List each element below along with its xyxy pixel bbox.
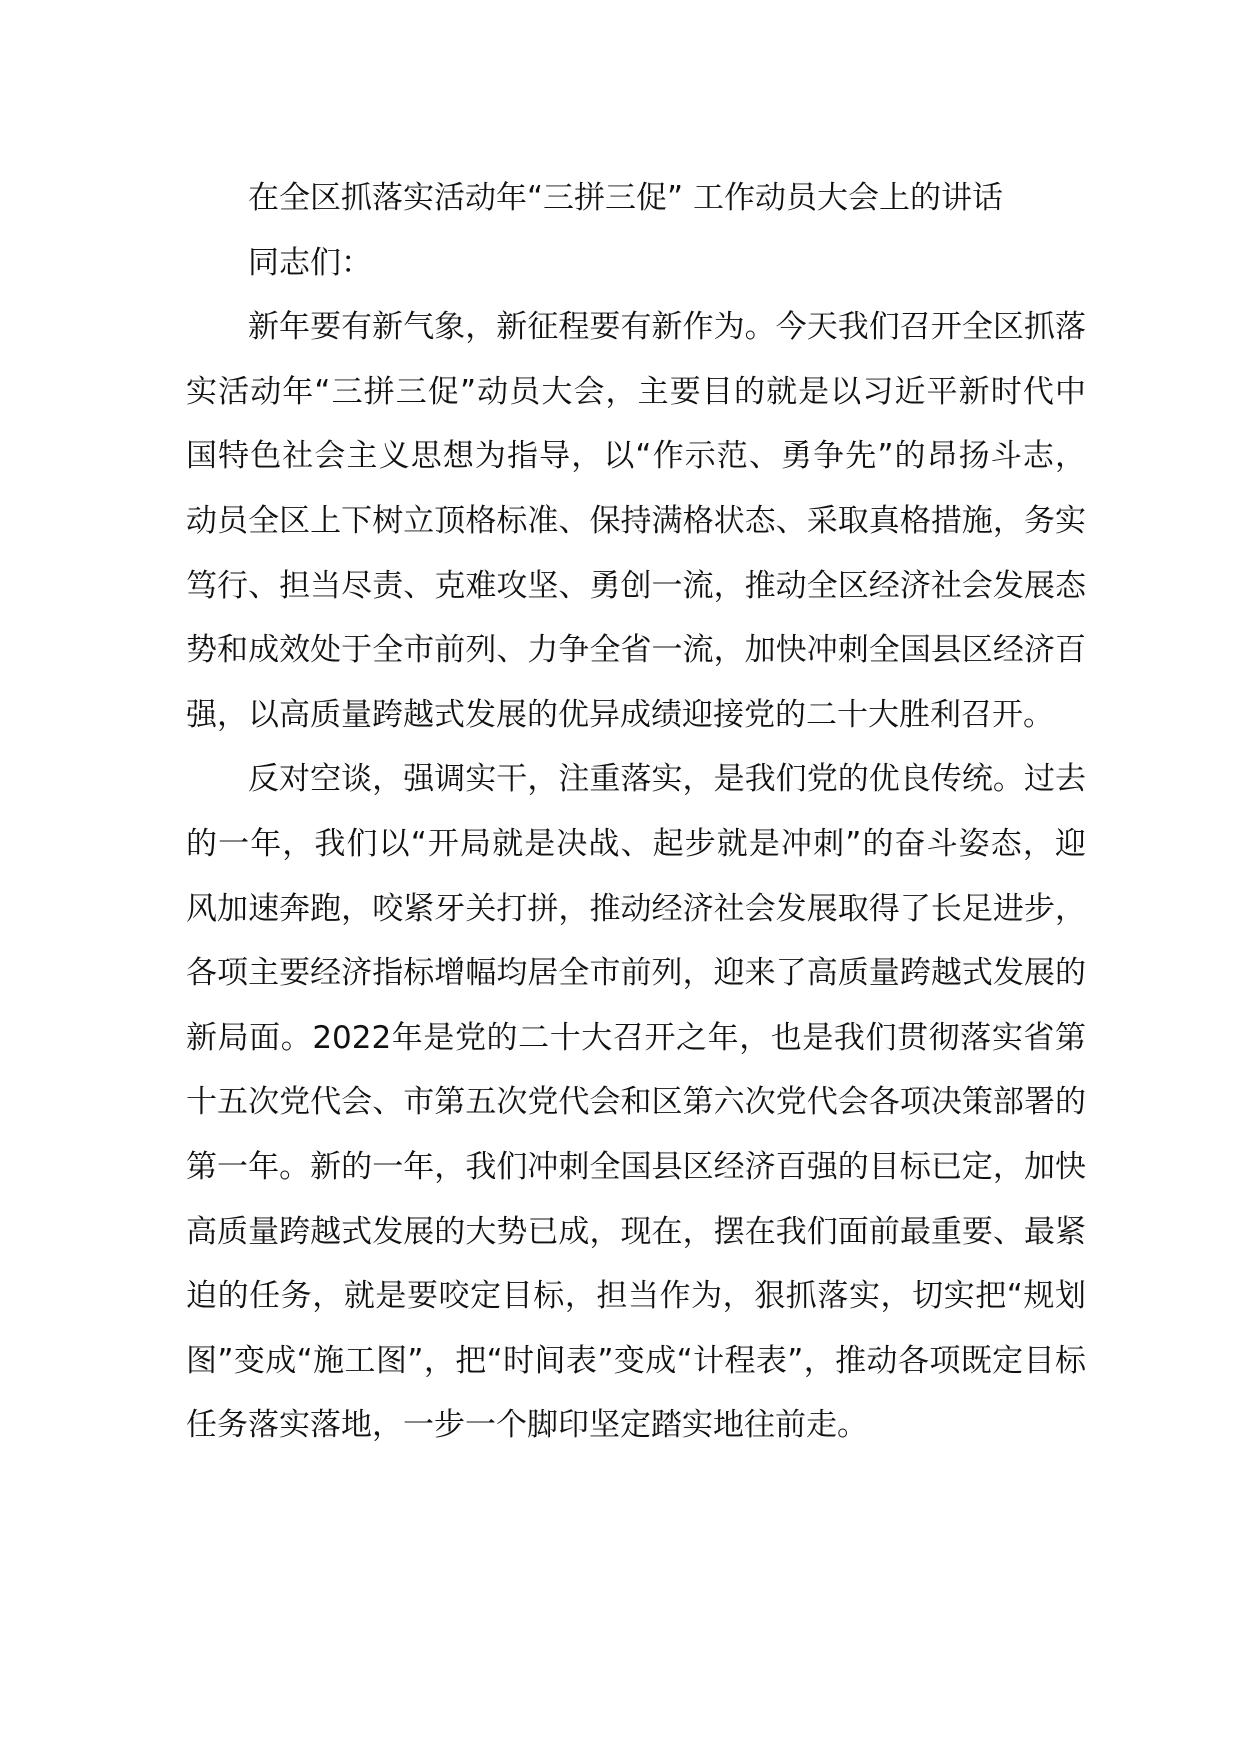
speech-title: 在全区抓落实活动年“三拼三促” 工作动员大会上的讲话 (248, 180, 1003, 216)
salutation: 同志们： (248, 244, 372, 281)
paragraph-2: 反对空谈，强调实干，注重落实，是我们党的优良传统。过去的一年，我们以“开局就是决战、起步就是冲刺”的奋斗姿态，迎风加速奔跑，咬紧牙关打拼，推动经济社会发展取得了长足进步，各项主要经济指标增幅均居全市前列，迎来了高质量跨越式发展的新局面。2022年是党的二十大召开之年，也是我们贯彻落实省第十五次党代会、市第五次党代会和区第六次党代会各项决策部署的第一年。新的一年，我们冲刺全国县区经济百强的目标已定，加快高质量跨越式发展的大势已成，现在，摆在我们面前最重要、最紧迫的任务，就是要咬定目标，担当作为，狠抓落实，切实把“规划图”变成“施工图”，把“时间表”变成“计程表”，推动各项既定目标任务落实落地，一步一个脚印坚定踏实地往前走。 (186, 761, 1086, 1444)
document-body (186, 166, 1086, 1458)
paragraph-1: 新年要有新气象，新征程要有新作为。今天我们召开全区抓落实活动年“三拼三促”动员大会，主要目的就是以习近平新时代中国特色社会主义思想为指导，以“作示范、勇争先”的昂扬斗志，动员全区上下树立顶格标准、保持满格状态、采取真格措施，务实笃行、担当尽责、克难攻坚、勇创一流，推动全区经济社会发展态势和成效处于全市前列、力争全省一流，加快冲刺全国县区经济百强，以高质量跨越式发展的优异成绩迎接党的二十大胜利召开。 (186, 309, 1086, 733)
